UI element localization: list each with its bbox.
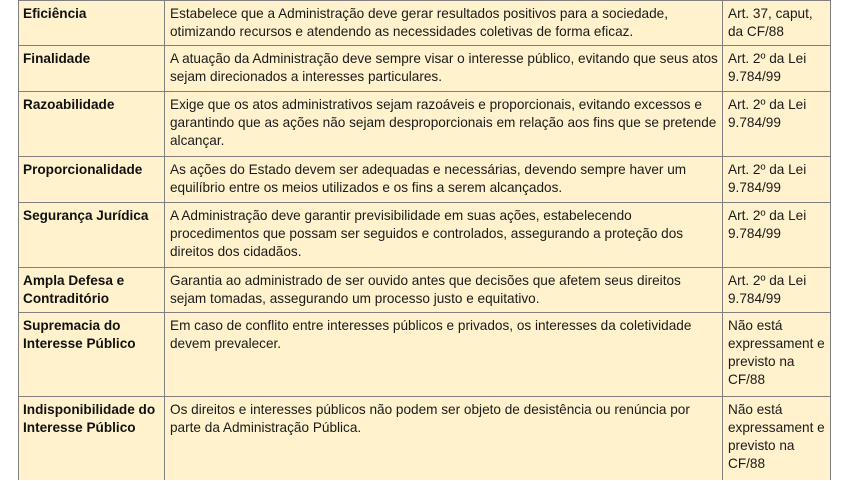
principle-name: Finalidade bbox=[19, 46, 165, 92]
principle-name: Indisponibilidade do Interesse Público bbox=[19, 397, 165, 480]
principle-description: Os direitos e interesses públicos não podem ser objeto de desistência ou renúncia por parte da Administração Pública. bbox=[165, 397, 723, 480]
legal-reference: Art. 2º da Lei 9.784/99 bbox=[723, 46, 831, 92]
principle-description: Estabelece que a Administração deve gerar resultados positivos para a sociedade, otimizando recursos e atendendo as necessidades coletivas de forma eficaz. bbox=[165, 1, 723, 46]
table-row bbox=[19, 46, 831, 92]
principle-description: Garantia ao administrado de ser ouvido antes que decisões que afetem seus direitos sejam tomadas, assegurando um processo justo e equitativo. bbox=[165, 268, 723, 313]
principle-name: Proporcionalidade bbox=[19, 157, 165, 203]
principles-table-container bbox=[18, 0, 830, 480]
legal-reference: Art. 2º da Lei 9.784/99 bbox=[723, 157, 831, 203]
table-row bbox=[19, 313, 831, 397]
table-row bbox=[19, 203, 831, 268]
table-row bbox=[19, 92, 831, 157]
table-row bbox=[19, 397, 831, 480]
legal-reference: Art. 2º da Lei 9.784/99 bbox=[723, 92, 831, 157]
principle-description: Exige que os atos administrativos sejam razoáveis e proporcionais, evitando excessos e garantindo que as ações não sejam desproporcionais em relação aos fins que se pretende alcançar. bbox=[165, 92, 723, 157]
principle-name: Razoabilidade bbox=[19, 92, 165, 157]
principle-description: A atuação da Administração deve sempre visar o interesse público, evitando que seus atos sejam direcionados a interesses particulares. bbox=[165, 46, 723, 92]
legal-reference: Art. 2º da Lei 9.784/99 bbox=[723, 203, 831, 268]
principle-description: A Administração deve garantir previsibilidade em suas ações, estabelecendo procedimentos que possam ser seguidos e controlados, assegurando a proteção dos direitos dos cidadãos. bbox=[165, 203, 723, 268]
principle-name: Ampla Defesa e Contraditório bbox=[19, 268, 165, 313]
table-row bbox=[19, 268, 831, 313]
legal-reference: Art. 37, caput, da CF/88 bbox=[723, 1, 831, 46]
principle-name: Segurança Jurídica bbox=[19, 203, 165, 268]
legal-reference: Art. 2º da Lei 9.784/99 bbox=[723, 268, 831, 313]
principle-description: As ações do Estado devem ser adequadas e necessárias, devendo sempre haver um equilíbrio entre os meios utilizados e os fins a serem alcançados. bbox=[165, 157, 723, 203]
legal-reference: Não está expressament e previsto na CF/88 bbox=[723, 313, 831, 397]
table-row bbox=[19, 1, 831, 46]
principle-name: Eficiência bbox=[19, 1, 165, 46]
principle-name: Supremacia do Interesse Público bbox=[19, 313, 165, 397]
principle-description: Em caso de conflito entre interesses públicos e privados, os interesses da coletividade devem prevalecer. bbox=[165, 313, 723, 397]
legal-reference: Não está expressament e previsto na CF/88 bbox=[723, 397, 831, 480]
table-row bbox=[19, 157, 831, 203]
principles-table bbox=[18, 0, 831, 480]
